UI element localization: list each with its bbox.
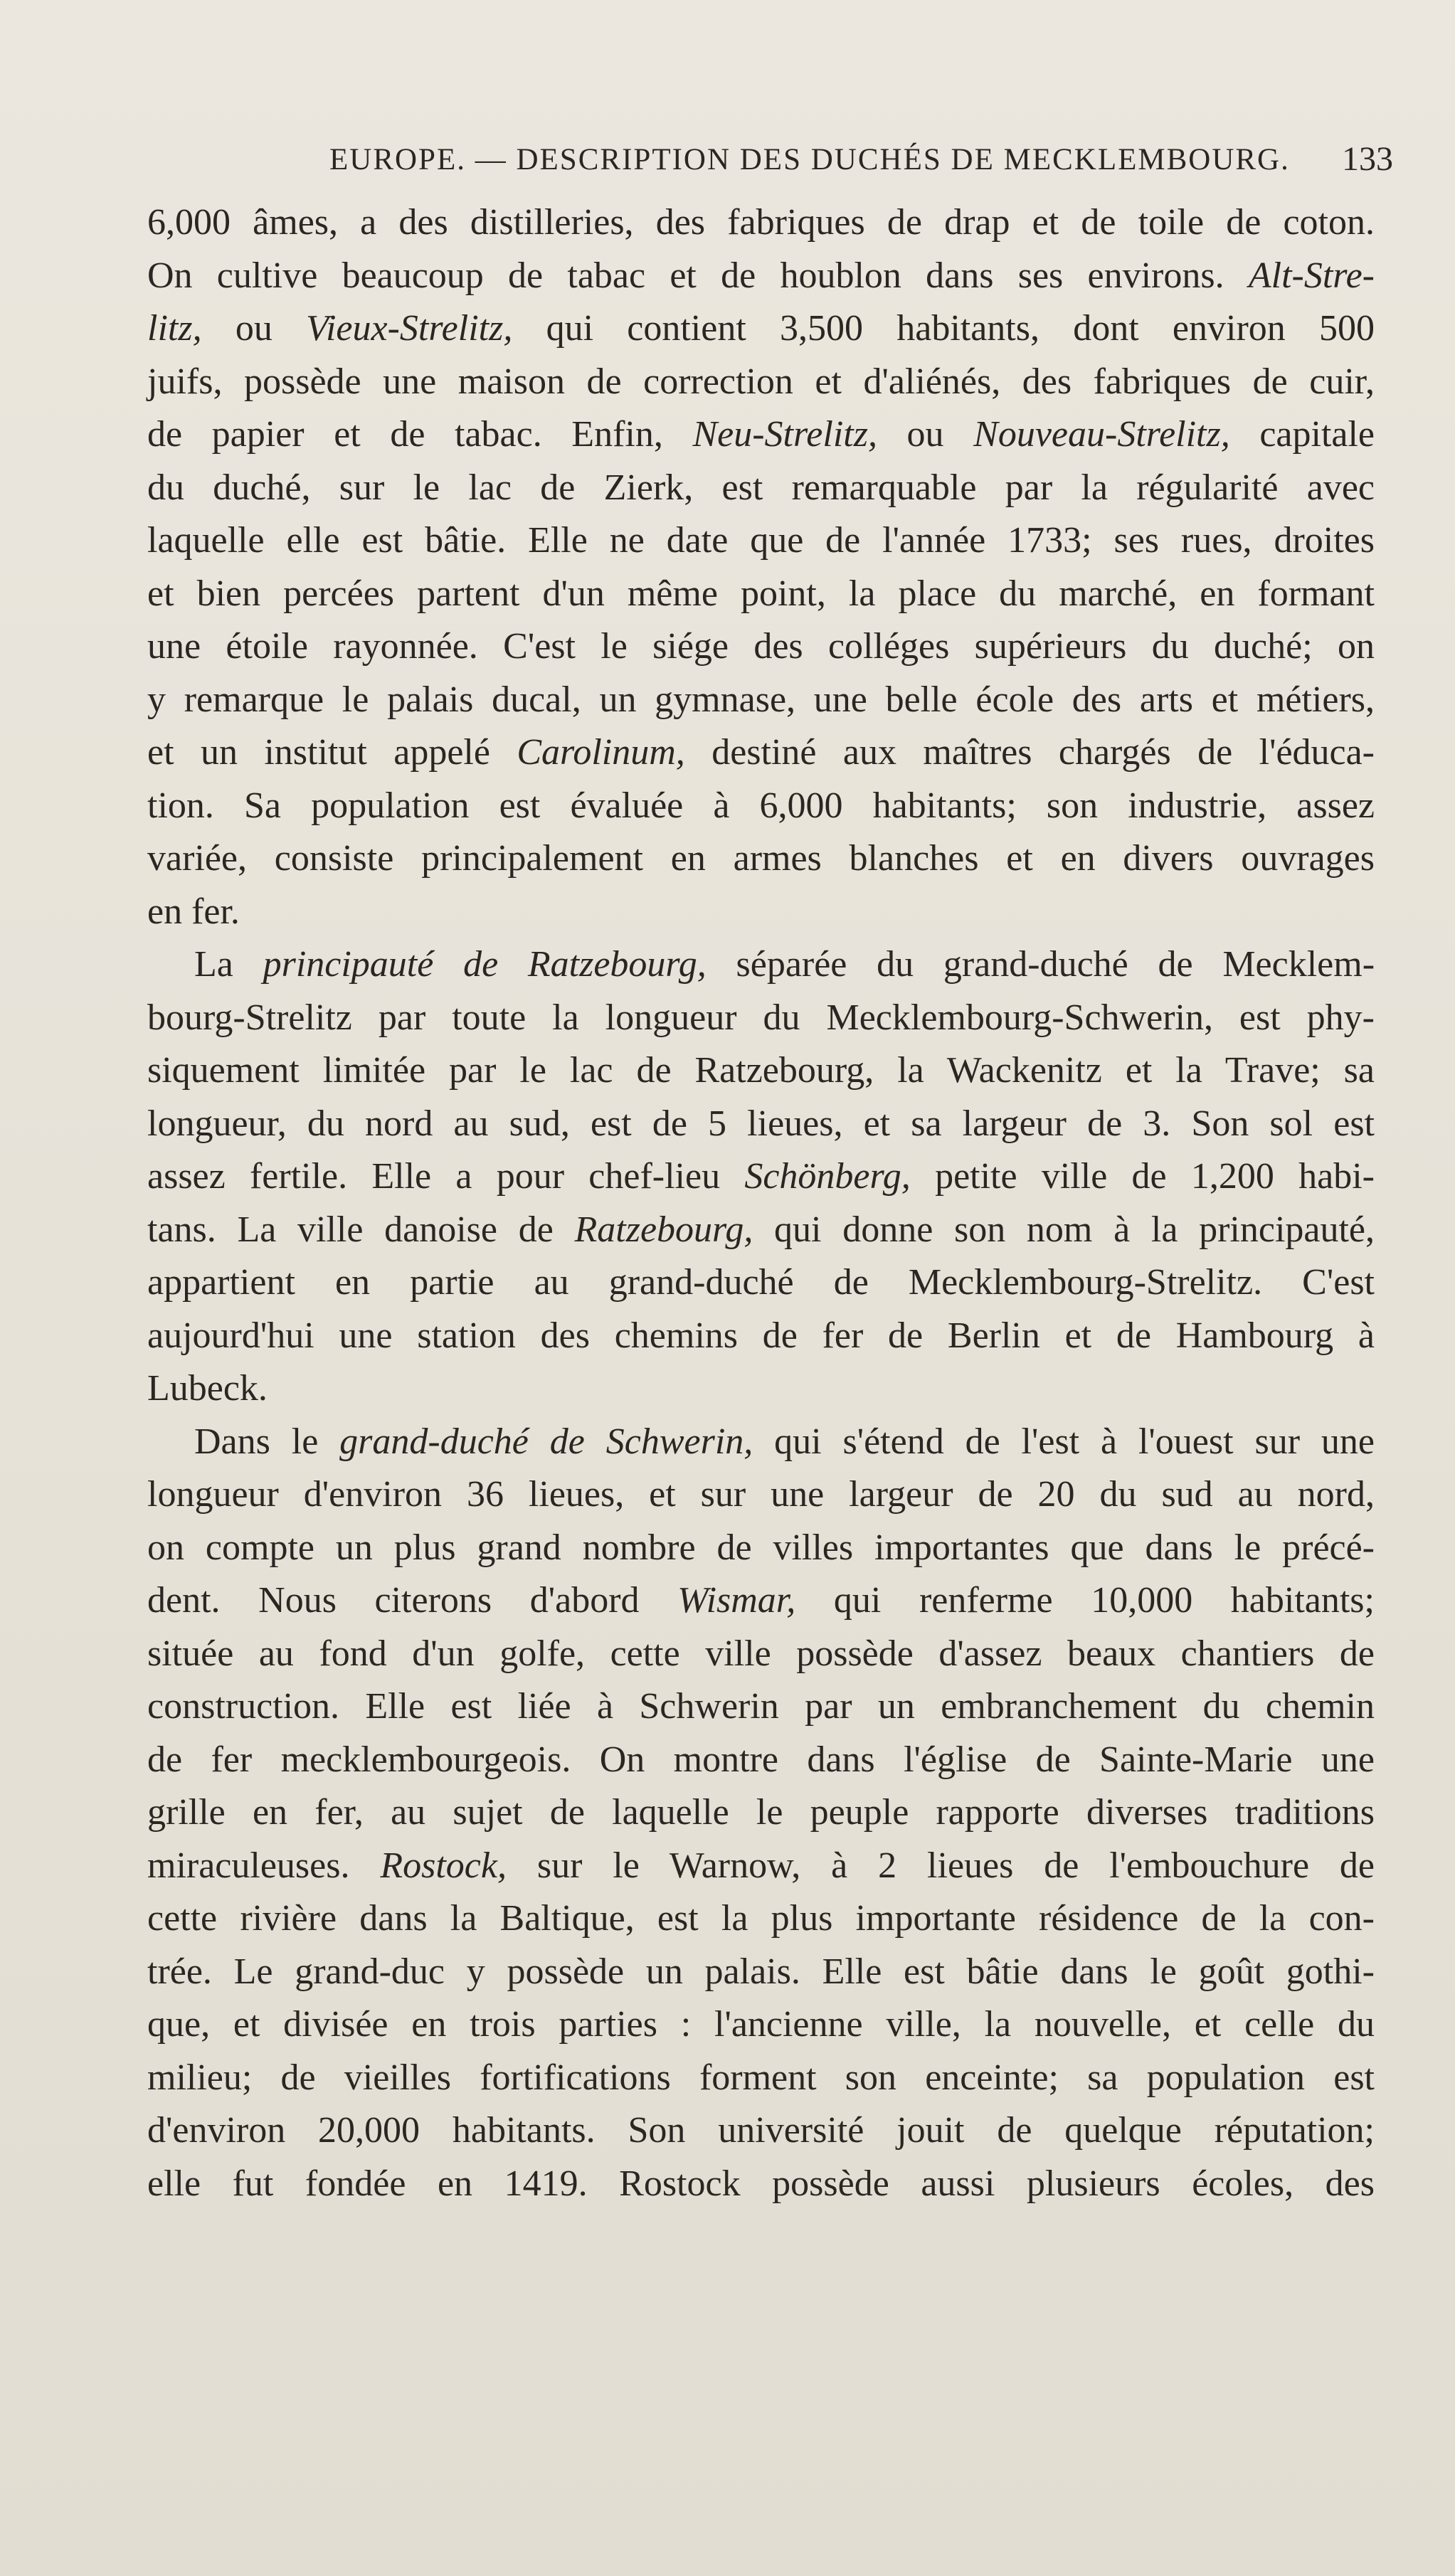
text-line	[147, 1310, 1375, 1363]
text-run: destiné aux maîtres chargés de l'éduca-	[684, 732, 1375, 773]
text-run: assez fertile. Elle a pour chef-lieu	[147, 1156, 745, 1197]
text-run: on compte un plus grand nombre de villes importantes que dans le précé-	[147, 1527, 1375, 1568]
text-line	[147, 1362, 1375, 1416]
italic-term: litz,	[147, 308, 202, 349]
text-line	[147, 674, 1375, 727]
text-run: laquelle elle est bâtie. Elle ne date que de l'année 1733; ses rues, droites	[147, 520, 1375, 561]
text-run: La	[194, 944, 263, 985]
italic-term: Nouveau-Strelitz,	[973, 414, 1230, 455]
text-line	[147, 1680, 1375, 1734]
italic-term: grand-duché de Schwerin,	[339, 1421, 753, 1462]
text-run: tion. Sa population est évaluée à 6,000 habitants; son industrie, assez	[147, 785, 1375, 826]
text-line	[147, 832, 1375, 886]
text-run: aujourd'hui une station des chemins de fer de Berlin et de Hambourg à	[147, 1315, 1375, 1356]
text-line	[147, 2158, 1375, 2211]
text-run: siquement limitée par le lac de Ratzebourg, la Wackenitz et la Trave; sa	[147, 1050, 1375, 1091]
text-line	[147, 2052, 1375, 2105]
text-line	[147, 1628, 1375, 1681]
text-run: dent. Nous citerons d'abord	[147, 1580, 678, 1621]
text-line	[147, 1892, 1375, 1946]
text-run: du duché, sur le lac de Zierk, est remarquable par la régularité avec	[147, 467, 1375, 508]
italic-term: Wismar,	[677, 1580, 796, 1621]
running-head-title: EUROPE. — DESCRIPTION DES DUCHÉS DE MECKLEMBOURG.	[329, 143, 1290, 176]
text-line	[147, 568, 1375, 621]
text-run: ou	[877, 414, 974, 455]
text-run: de papier et de tabac. Enfin,	[147, 414, 693, 455]
text-run: construction. Elle est liée à Schwerin par un embranchement du chemin	[147, 1686, 1375, 1727]
text-line	[147, 1468, 1375, 1522]
text-line	[147, 302, 1375, 356]
text-line	[147, 1522, 1375, 1575]
text-line	[147, 2104, 1375, 2158]
text-run: une étoile rayonnée. C'est le siége des colléges supérieurs du duché; on	[147, 626, 1375, 667]
text-run: ou	[201, 308, 307, 349]
text-run: grille en fer, au sujet de laquelle le peuple rapporte diverses traditions	[147, 1792, 1375, 1833]
text-line	[147, 1786, 1375, 1840]
text-run: tans. La ville danoise de	[147, 1209, 575, 1250]
text-run: y remarque le palais ducal, un gymnase, une belle école des arts et métiers,	[147, 679, 1375, 720]
text-line	[147, 1574, 1375, 1628]
text-line	[147, 1098, 1375, 1151]
text-line	[147, 780, 1375, 833]
text-run: On cultive beaucoup de tabac et de houblon dans ses environs.	[147, 255, 1249, 296]
text-line	[147, 1946, 1375, 1999]
text-line	[147, 1840, 1375, 1893]
text-run: sur le Warnow, à 2 lieues de l'embouchure de	[506, 1845, 1375, 1886]
text-run: et bien percées partent d'un même point, la place du marché, en formant	[147, 573, 1375, 614]
text-line	[147, 250, 1375, 303]
text-line	[147, 620, 1375, 674]
text-run: capitale	[1229, 414, 1375, 455]
text-run: petite ville de 1,200 habi-	[910, 1156, 1375, 1197]
running-head	[329, 142, 1393, 185]
text-line	[147, 1734, 1375, 1787]
italic-term: Neu-Strelitz,	[692, 414, 877, 455]
text-line	[147, 514, 1375, 568]
text-run: qui contient 3,500 habitants, dont environ 500	[512, 308, 1375, 349]
body-text	[147, 196, 1375, 2210]
text-run: qui renferme 10,000 habitants;	[795, 1580, 1375, 1621]
text-run: séparée du grand-duché de Mecklem-	[706, 944, 1375, 985]
text-run: 6,000 âmes, a des distilleries, des fabriques de drap et de toile de coton.	[147, 202, 1375, 243]
text-line	[147, 1204, 1375, 1257]
text-line	[147, 1998, 1375, 2052]
text-run: trée. Le grand-duc y possède un palais. Elle est bâtie dans le goût gothi-	[147, 1951, 1375, 1992]
page-number: 133	[1342, 140, 1393, 178]
italic-term: Ratzebourg,	[574, 1209, 753, 1250]
text-run: miraculeuses.	[147, 1845, 381, 1886]
italic-term: Rostock,	[380, 1845, 507, 1886]
text-line	[147, 886, 1375, 939]
text-line	[147, 1416, 1375, 1469]
text-run: appartient en partie au grand-duché de Mecklembourg-Strelitz. C'est	[147, 1262, 1375, 1303]
text-line	[147, 408, 1375, 462]
text-run: variée, consiste principalement en armes blanches et en divers ouvrages	[147, 838, 1375, 879]
text-run: et un institut appelé	[147, 732, 517, 773]
text-run: cette rivière dans la Baltique, est la plus importante résidence de la con-	[147, 1898, 1375, 1939]
text-run: en fer.	[147, 891, 240, 932]
text-line	[147, 1150, 1375, 1204]
text-run: d'environ 20,000 habitants. Son université jouit de quelque réputation;	[147, 2110, 1375, 2151]
text-run: Dans le	[194, 1421, 340, 1462]
italic-term: Vieux-Strelitz,	[306, 308, 513, 349]
italic-term: Alt-Stre-	[1248, 255, 1375, 296]
text-run: que, et divisée en trois parties : l'ancienne ville, la nouvelle, et celle du	[147, 2004, 1375, 2045]
text-run: longueur, du nord au sud, est de 5 lieues, et sa largeur de 3. Son sol est	[147, 1103, 1375, 1144]
italic-term: Carolinum,	[517, 732, 685, 773]
text-line	[147, 462, 1375, 515]
text-run: longueur d'environ 36 lieues, et sur une largeur de 20 du sud au nord,	[147, 1474, 1375, 1515]
text-run: Lubeck.	[147, 1368, 268, 1409]
text-run: elle fut fondée en 1419. Rostock possède aussi plusieurs écoles, des	[147, 2163, 1375, 2204]
italic-term: Schönberg,	[744, 1156, 911, 1197]
text-line	[147, 726, 1375, 780]
text-run: située au fond d'un golfe, cette ville possède d'assez beaux chantiers de	[147, 1633, 1375, 1674]
italic-term: principauté de Ratzebourg,	[263, 944, 707, 985]
text-run: de fer mecklembourgeois. On montre dans l'église de Sainte-Marie une	[147, 1739, 1375, 1780]
text-line	[147, 196, 1375, 250]
text-run: qui donne son nom à la principauté,	[753, 1209, 1375, 1250]
text-line	[147, 1044, 1375, 1098]
text-run: bourg-Strelitz par toute la longueur du Mecklembourg-Schwerin, est phy-	[147, 997, 1375, 1038]
text-run: qui s'étend de l'est à l'ouest sur une	[753, 1421, 1375, 1462]
text-line	[147, 992, 1375, 1045]
text-run: milieu; de vieilles fortifications forment son enceinte; sa population est	[147, 2057, 1375, 2098]
text-run: juifs, possède une maison de correction et d'aliénés, des fabriques de cuir,	[147, 361, 1375, 402]
text-line	[147, 938, 1375, 992]
text-line	[147, 1256, 1375, 1310]
text-line	[147, 356, 1375, 409]
